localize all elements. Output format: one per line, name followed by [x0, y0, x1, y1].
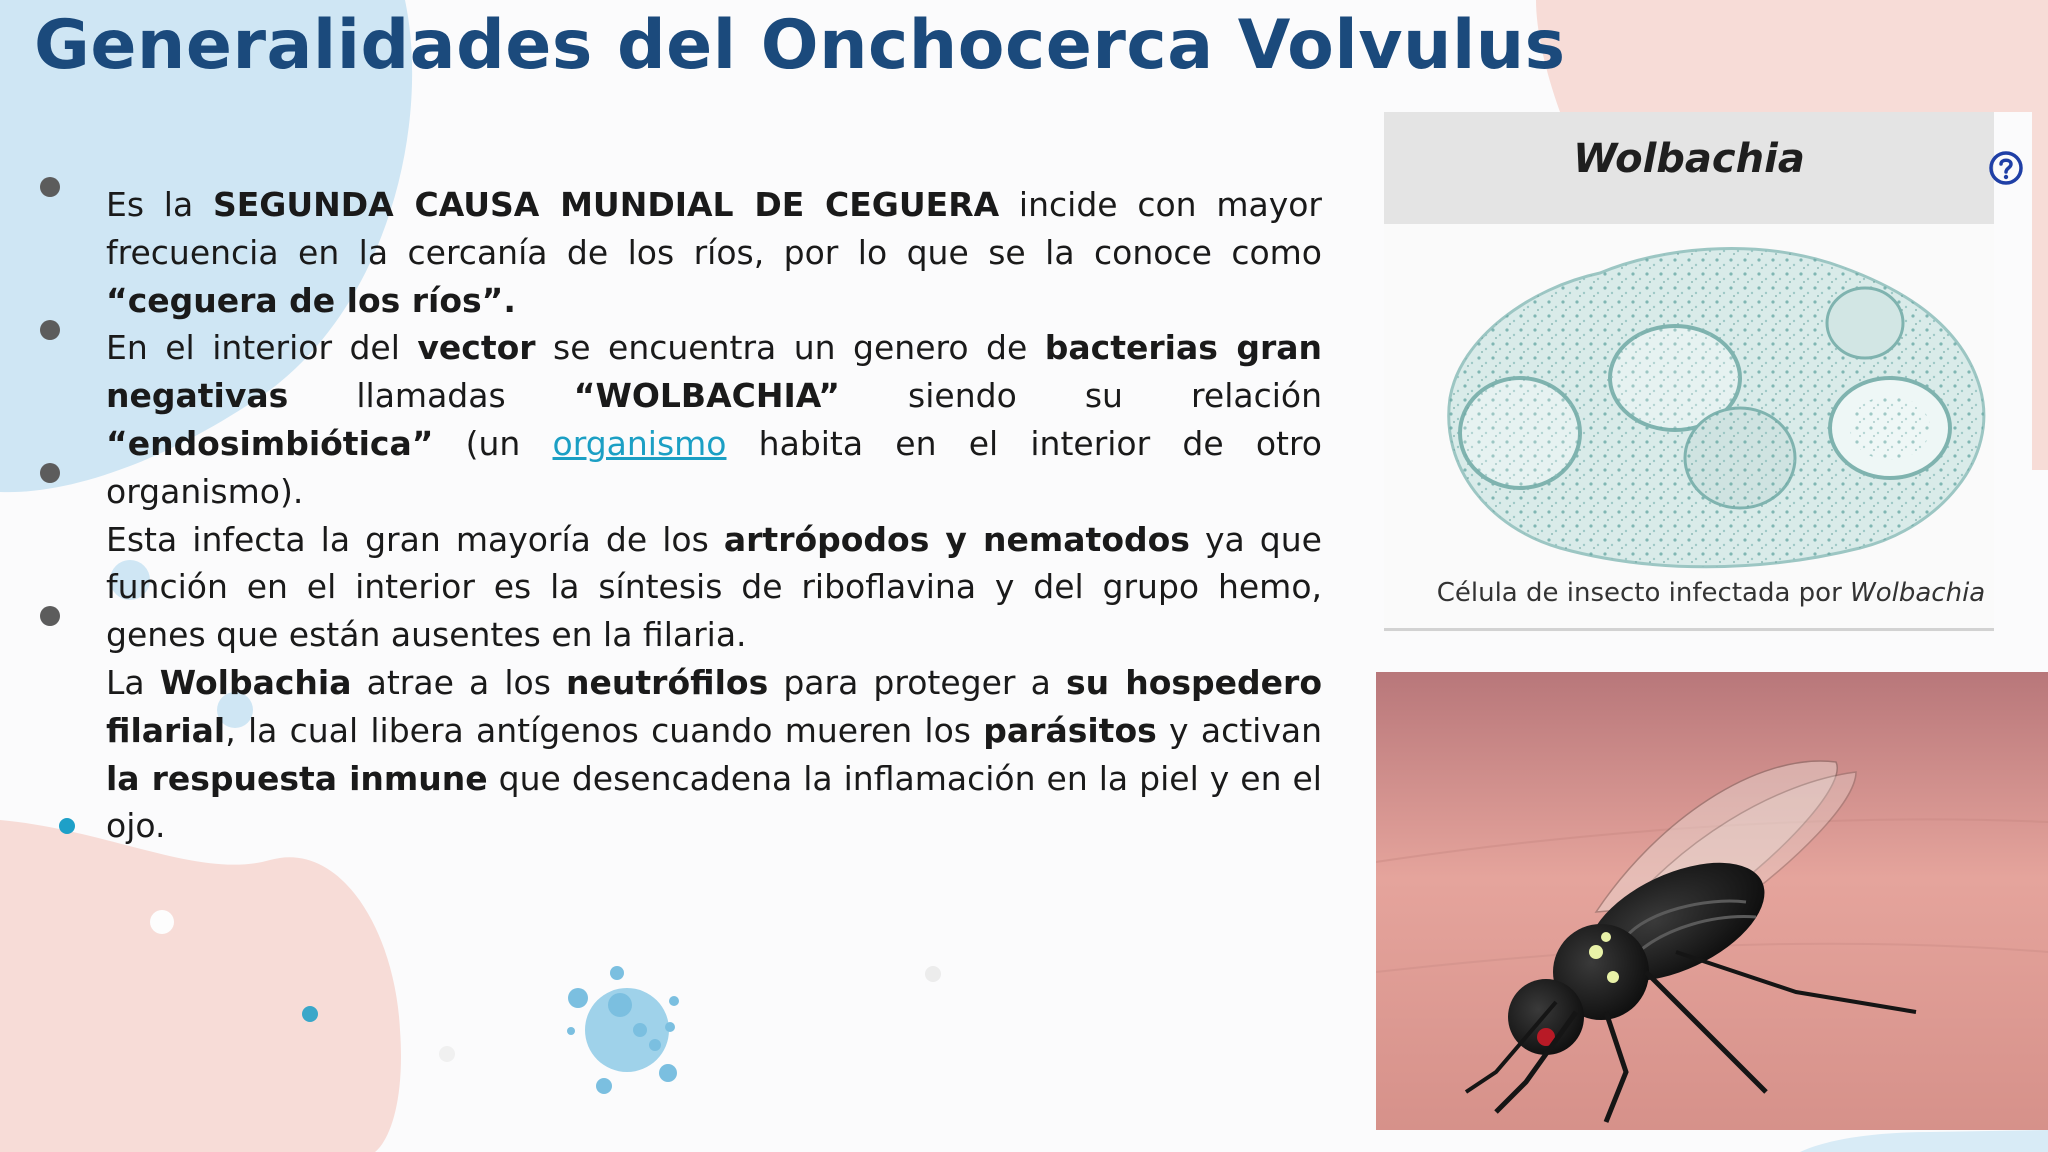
bullet-text-3: Esta infecta la gran mayoría de los artrópodos y nematodos ya que función en el interior es la síntesis de riboflavina y del grupo hemo, genes que están ausentes en la filaria. — [106, 519, 1322, 655]
organismo-link[interactable]: organismo — [552, 423, 727, 463]
bullet-marker-4 — [40, 606, 60, 626]
figure-title: Wolbachia — [1573, 136, 1805, 182]
bullet-text-1: Es la SEGUNDA CAUSA MUNDIAL DE CEGUERA incide con mayor frecuencia en la cercanía de los ríos, por lo que se la conoce como “ceguera de los ríos”. — [106, 185, 1323, 320]
bullet-list — [106, 181, 1322, 850]
figure-caption: Célula de insecto infectada por Wolbachia — [1436, 578, 1986, 608]
help-circle-icon[interactable] — [1988, 150, 2024, 186]
figure-bottom-rule — [1384, 628, 1994, 631]
bullet-marker-3 — [40, 463, 60, 483]
dot-white-1 — [150, 910, 174, 934]
infected-cell-illustration — [1420, 228, 2000, 578]
bullet-marker-1 — [40, 177, 60, 197]
virus-graphic — [567, 966, 679, 1094]
bullet-text-2: En el interior del vector se encuentra un genero de bacterias gran negativas llamadas “WOLBACHIA” siendo su relación “endosimbiótica” (un organismo habita en el interior de otro organismo). — [106, 328, 1322, 511]
black-fly-on-skin-photo — [1376, 672, 2048, 1130]
dot-grey — [925, 966, 941, 982]
blob-bottom-left — [0, 820, 401, 1152]
figure-header — [1384, 112, 1994, 224]
dot-cyan-small-2 — [302, 1006, 318, 1022]
slide-title: Generalidades del Onchocerca Volvulus — [34, 6, 1566, 85]
bullet-text-4: La Wolbachia atrae a los neutrófilos para proteger a su hospedero filarial, la cual libera antígenos cuando mueren los parásitos y activan la respuesta inmune que desencadena la inflamación en la piel y en el ojo. — [106, 662, 1322, 846]
dot-white-2 — [439, 1046, 455, 1062]
bullet-marker-2 — [40, 320, 60, 340]
blob-bottom-right — [1800, 1130, 2048, 1152]
dot-cyan-small — [59, 818, 75, 834]
